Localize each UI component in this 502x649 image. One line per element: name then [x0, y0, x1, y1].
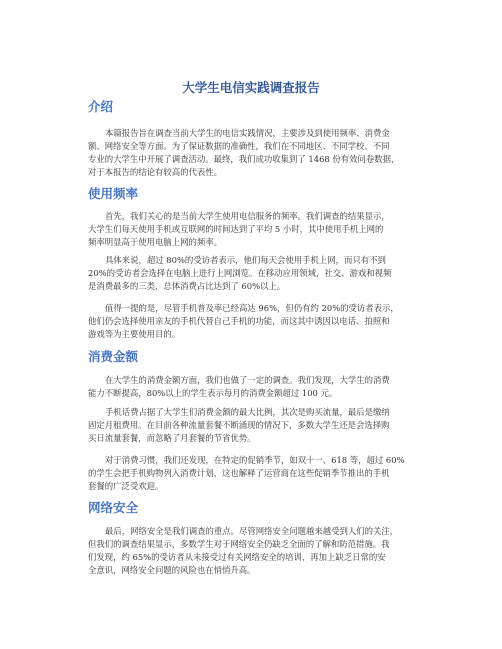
text-line: 专业的大学生中开展了调查活动。最终，我们成功收集到了 1468 份有效问卷数据，: [88, 154, 400, 164]
text-line: 但我们的调查结果显示，多数学生对于网络安全仍缺乏全面的了解和防范措施。我: [88, 539, 390, 549]
paragraph: [88, 454, 428, 493]
text-line: 他们仍会选择使用亲友的手机代替自己手机的功能，而这其中诱因以电话、拍照和: [88, 316, 390, 326]
text-line: 手机话费占据了大学生们消费金额的最大比例，其次是购买流量，最后是缴纳: [105, 407, 390, 417]
paragraph: [88, 210, 428, 249]
text-line: 首先，我们关心的是当前大学生使用电信服务的频率。我们调查的结果显示，: [105, 211, 390, 221]
text-line: 在大学生的消费金额方面，我们也做了一定的调查。我们发现，大学生的消费: [105, 375, 390, 385]
text-line: 游戏等为主要使用目的。: [88, 329, 181, 339]
text-line: 买日流量套餐，而忽略了月套餐的节省优势。: [88, 433, 256, 443]
section-heading-spending: 消费金额: [88, 349, 139, 364]
paragraph: [88, 374, 428, 400]
text-line: 套餐的广泛受欢迎。: [88, 481, 164, 491]
text-line: 最后，网络安全是我们调查的重点。尽管网络安全问题越来越受到人们的关注，: [105, 526, 399, 536]
paragraph: [88, 406, 428, 445]
document-title: 大学生电信实践调查报告: [182, 80, 320, 95]
text-line: 固定月租费用。在目前各种流量套餐不断涌现的情况下，多数大学生还是会选择购: [88, 420, 390, 430]
paragraph: [88, 254, 428, 293]
text-line: 能力不断提高，80%以上的学生表示每月的消费金额超过 100 元。: [88, 388, 338, 398]
text-line: 全意识，网络安全问题的风险也在悄悄升高。: [88, 565, 256, 575]
text-line: 20%的受访者会选择在电脑上进行上网浏览。在移动应用领域，社交、游戏和视频: [88, 268, 392, 278]
text-line: 具体来说，超过 80%的受访者表示，他们每天会使用手机上网，而只有不到: [105, 255, 386, 265]
text-line: 大学生们每天使用手机或互联网的时间达到了平均 5 小时，其中使用手机上网的: [88, 224, 384, 234]
section-heading-intro: 介绍: [88, 99, 114, 114]
text-line: 本篇报告旨在调查当前大学生的电信实践情况，主要涉及到使用频率、消费金: [105, 128, 390, 138]
text-line: 值得一提的是，尽管手机普及率已经高达 96%，但仍有约 20%的受访者表示，: [105, 303, 399, 313]
text-line: 对于本报告的结论有较高的代表性。: [88, 167, 222, 177]
section-heading-network-security: 网络安全: [88, 500, 139, 515]
paragraph: [88, 525, 428, 577]
text-line: 频率明显高于使用电脑上网的频率。: [88, 237, 222, 247]
text-line: 的学生会把手机购物列入消费计划，这也解释了运营商在这些促销季节推出的手机: [88, 468, 390, 478]
text-line: 们发现，约 65%的受访者从未接受过有关网络安全的培训，再加上缺乏日常的安: [88, 552, 386, 562]
paragraph: [88, 127, 428, 179]
section-heading-usage-frequency: 使用频率: [88, 186, 139, 201]
text-line: 是消费最多的三类，总体消费占比达到了 60%以上。: [88, 281, 286, 291]
text-line: 对于消费习惯，我们还发现，在特定的促销季节，如双十一、618 等，超过 60%: [105, 455, 405, 465]
text-line: 额、网络安全等方面。为了保证数据的准确性，我们在不同地区、不同学校、不同: [88, 141, 390, 151]
paragraph: [88, 302, 428, 341]
